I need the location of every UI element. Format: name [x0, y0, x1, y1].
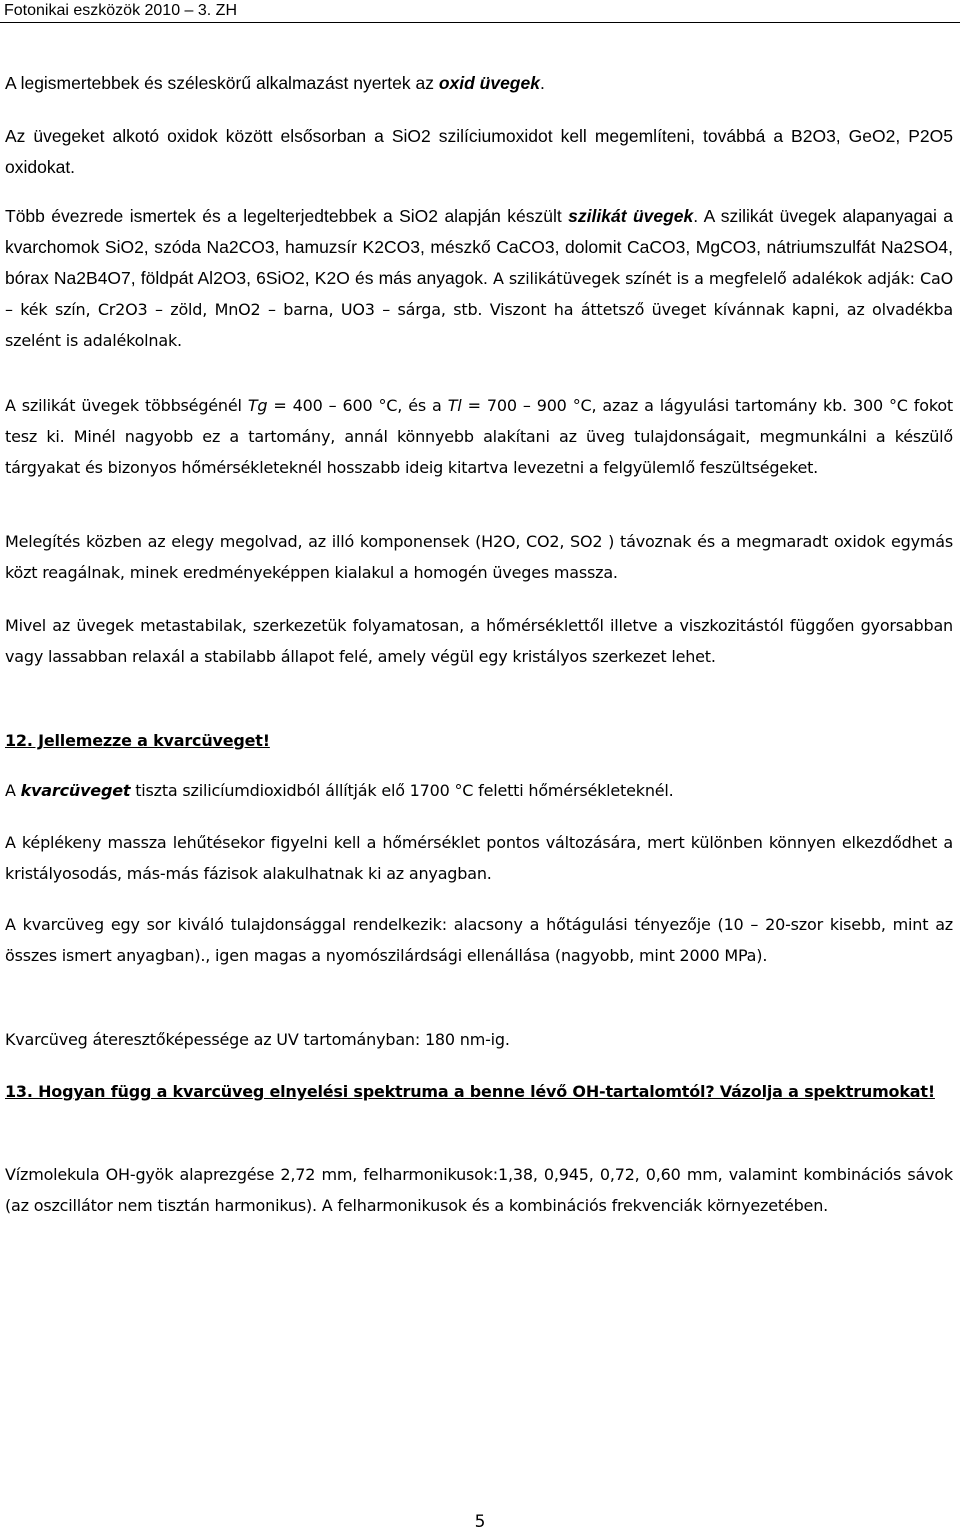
paragraph-oxides: Az üvegeket alkotó oxidok között elsősorban a SiO2 szilíciumoxidot kell megemlíteni, továbbá a B2O3, GeO2, P2O5 oxidokat. [5, 126, 953, 177]
emphasis-oxid-uvegek: oxid üvegek [438, 73, 540, 93]
paragraph-metastable: Mivel az üvegek metastabilak, szerkezetük folyamatosan, a hőmérséklettől illetve a viszkozitástól függően gyorsabban vagy lassabban relaxál a stabilabb állapot felé, amely végül egy kristályos szerkezet lehet. [5, 616, 953, 666]
paragraph-softening-range: A szilikát üvegek többségénél Tg = 400 – 600 °C, és a Tl = 700 – 900 °C, azaz a lágyulási tartomány kb. 300 °C fokot tesz ki. Minél nagyobb ez a tartomány, annál könnyebb alakítani az üveg tulajdonságait, megmunkálni a készülő tárgyakat és bizonyos hőmérsékleteknél hosszabb ideig kitartva levezetni a felgyülemlő feszültségeket. [5, 396, 953, 477]
paragraph-properties: A kvarcüveg egy sor kiváló tulajdonsággal rendelkezik: alacsony a hőtágulási tényezője (10 – 20-szor kisebb, mint az összes ismert anyagban)., igen magas a nyomószilárdsági ellenállása (nagyobb, mint 2000 MPa). [5, 915, 953, 965]
paragraph-oxide-glasses: A legismertebbek és széleskörű alkalmazást nyertek az oxid üvegek. [5, 73, 545, 93]
paragraph-uv-transmission: Kvarcüveg áteresztőképessége az UV tartományban: 180 nm-ig. [5, 1030, 510, 1049]
symbol-tl: Tl [447, 396, 462, 415]
paragraph-cooling: A képlékeny massza lehűtésekor figyelni kell a hőmérséklet pontos változására, mert különben könnyen elkezdődhet a kristályosodás, más-más fázisok alakulhatnak ki az anyagban. [5, 833, 953, 883]
page-number: 5 [474, 1512, 486, 1532]
paragraph-oh-vibration: Vízmolekula OH-gyök alaprezgése 2,72 mm, felharmonikusok:1,38, 0,945, 0,72, 0,60 mm, valamint kombinációs sávok (az oszcillátor nem tisztán harmonikus). A felharmonikusok és a kombinációs frekvenciák környezetében. [5, 1165, 953, 1215]
paragraph-silicate-glasses: Több évezrede ismertek és a legelterjedtebbek a SiO2 alapján készült szilikát üvegek. A szilikát üvegek alapanyagai a kvarchomok SiO2, szóda Na2CO3, hamuzsír K2CO3, mészkő CaCO3, dolomit CaCO3, MgCO3, nátriumszulfát Na2SO4, bórax Na2B4O7, földpát Al2O3, 6SiO2, K2O és más anyagok. A szilikátüvegek színét is a megfelelő adalékok adják: CaO – kék szín, Cr2O3 – zöld, MnO2 – barna, UO3 – sárga, stb. Viszont ha áttetsző üveget kívánnak kapni, az olvadékba szelént is adalékolnak. [5, 206, 953, 350]
heading-question-12: 12. Jellemezze a kvarcüveget! [5, 731, 270, 750]
page-header [0, 0, 960, 23]
symbol-tg: Tg [247, 396, 268, 415]
paragraph-quartz-glass: A kvarcüveget tiszta szilicíumdioxidból állítják elő 1700 °C feletti hőmérsékleteknél. [5, 781, 674, 800]
heading-question-13: 13. Hogyan függ a kvarcüveg elnyelési spektruma a benne lévő OH-tartalomtól? Vázolja a spektrumokat! [5, 1082, 935, 1101]
emphasis-kvarcuveget: kvarcüveget [20, 781, 131, 800]
paragraph-melting: Melegítés közben az elegy megolvad, az illó komponensek (H2O, CO2, SO2 ) távoznak és a megmaradt oxidok egymás közt reagálnak, minek eredményeképpen kialakul a homogén üveges massza. [5, 532, 953, 582]
emphasis-szilikat-uvegek: szilikát üvegek [568, 206, 694, 226]
header-title: Fotonikai eszközök 2010 – 3. ZH [4, 2, 238, 19]
